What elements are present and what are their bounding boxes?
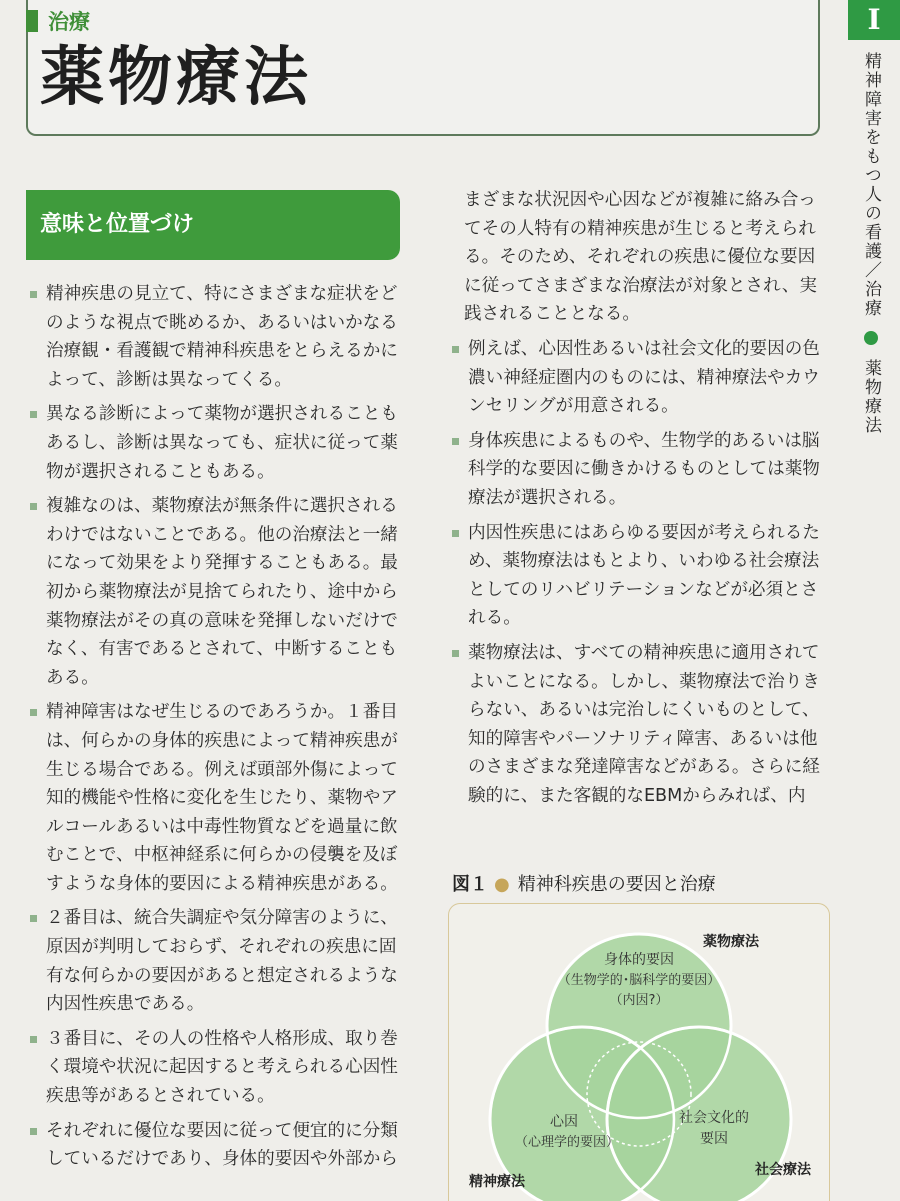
paragraph [452,519,832,633]
figure-number: 図１ [452,874,488,895]
square-bullet-icon [30,291,37,298]
side-tab-topic: 薬物療法 [861,358,881,435]
paragraph [452,427,832,513]
section-label: 治療 [48,6,90,36]
paragraph-text: ３番目に、その人の性格や人格形成、取り巻く環境や状況に起因すると考えられる心因性疾患等があるとされている。 [46,1028,398,1107]
paragraph [452,639,832,811]
label-psychotherapy: 精神療法 [469,1174,525,1190]
square-bullet-icon [452,530,459,537]
paragraph [452,335,832,421]
chapter-tab: I [848,0,900,40]
paragraph-text: ２番目は、統合失調症や気分障害のように、原因が判明しておらず、それぞれの疾患に固有な何らかの要因があると想定されるような内因性疾患である。 [46,908,398,1015]
paragraph [30,1025,410,1111]
paragraph-text: 例えば、心因性あるいは社会文化的要因の色濃い神経症圏内のものには、精神療法やカウンセリングが用意される。 [468,338,820,417]
venn-right-line2: 要因 [700,1131,728,1147]
side-tab-chapter-name: 精神障害をもつ人の看護／治療 [861,52,881,318]
figure-title: 精神科疾患の要因と治療 [517,874,716,895]
paragraph [30,904,410,1018]
paragraph [30,492,410,692]
square-bullet-icon [452,438,459,445]
label-social-therapy: 社会療法 [755,1162,811,1178]
right-column [452,186,832,816]
side-tab-text [860,52,884,435]
paragraph-text: 異なる診断によって薬物が選択されることもあるし、診断は異なっても、症状に従って薬物が選択されることもある。 [46,404,398,482]
square-bullet-icon [30,503,37,510]
square-bullet-icon [30,1128,37,1135]
venn-top-line3: （内因?） [609,993,669,1008]
venn-left-line1: 心因 [550,1114,578,1130]
paragraph-text: 複雑なのは、薬物療法が無条件に選択されるわけではないことである。他の治療法と一緒になって効果をより発揮することもある。最初から薬物療法が見捨てられたり、途中から薬物療法がその真の意味を発揮しないだけでなく、有害であるとされて、中断することもある。 [46,496,398,688]
bullet-dot-icon [864,331,878,345]
paragraph [30,400,410,486]
square-bullet-icon [30,915,37,922]
paragraph-text: それぞれに優位な要因に従って便宜的に分類しているだけであり、身体的要因や外部から [46,1120,398,1170]
venn-diagram [449,904,829,1201]
venn-top-line1: 身体的要因 [604,952,674,968]
paragraph-continued: まざまな状況因や心因などが複雑に絡み合ってその人特有の精神疾患が生じると考えられる。そのため、それぞれの疾患に優位な要因に従ってさまざまな治療法が対象とされ、実践されることとなる。 [464,190,817,325]
venn-left-line2: （心理学的要因） [514,1135,620,1150]
paragraph-text: 薬物療法は、すべての精神疾患に適用されてよいことになる。しかし、薬物療法で治りきらない、あるいは完治しにくいものとして、知的障害やパーソナリティ障害、あるいは他のさまざまな発達障害などがある。さらに経験的に、また客観的なEBMからみれば、内 [468,642,820,806]
paragraph [30,698,410,898]
figure-box [448,903,830,1201]
square-bullet-icon [30,411,37,418]
venn-top-line2: （生物学的･脳科学的要因） [557,973,721,988]
paragraph [30,280,410,394]
square-bullet-icon [452,650,459,657]
figure-caption [452,870,716,896]
left-column [30,280,410,1180]
paragraph-text: 精神障害はなぜ生じるのであろうか。１番目は、何らかの身体的疾患によって精神疾患が生じる場合である。例えば頭部外傷によって知的機能や性格に変化を生じたり、薬物やアルコールあるいは中毒性物質などを過量に飲むことで、中枢神経系に何らかの侵襲を及ぼすような身体的要因による精神疾患がある。 [46,702,398,894]
venn-right-line1: 社会文化的 [679,1110,749,1126]
square-bullet-icon [30,1036,37,1043]
paragraph-text: 身体疾患によるものや、生物学的あるいは脳科学的な要因に働きかけるものとしては薬物療法が選択される。 [468,430,820,508]
square-bullet-icon [30,709,37,716]
paragraph-text: 精神疾患の見立て、特にさまざまな症状をどのような視点で眺めるか、あるいはいかなる治療観・看護観で精神科疾患をとらえるかによって、診断は異なってくる。 [46,284,398,390]
square-bullet-icon [452,346,459,353]
page-title: 薬物療法 [40,41,312,115]
label-drug-therapy: 薬物療法 [703,934,759,950]
subheading: 意味と位置づけ [26,190,400,260]
paragraph [30,1117,410,1174]
paragraph-text: 内因性疾患にはあらゆる要因が考えられるため、薬物療法はもとより、いわゆる社会療法としてのリハビリテーションなどが必須とされる。 [468,522,820,629]
caption-dot-icon: ● [494,874,510,895]
